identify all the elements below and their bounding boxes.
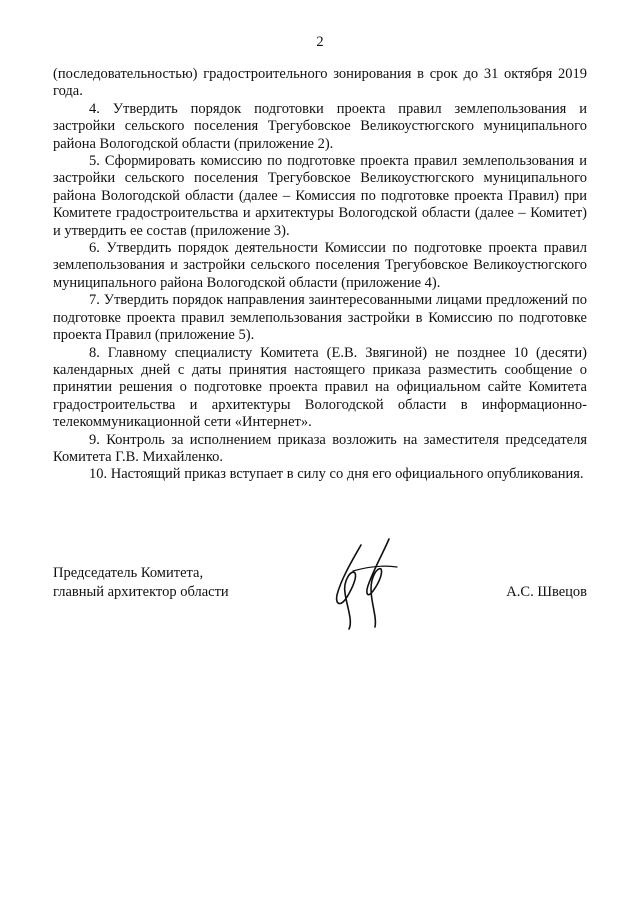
paragraph-item-7: 7. Утвердить порядок направления заинтересованными лицами предложений по подготовке проекта правил землепользования застройки в Комиссию по подготовке проекта Правил (приложение 5). — [53, 292, 587, 344]
paragraph-item-9: 9. Контроль за исполнением приказа возложить на заместителя председателя Комитета Г.В. Михайленко. — [53, 431, 587, 465]
signature-block — [53, 564, 587, 634]
paragraph-continuation: (последовательностью) градостроительного зонирования в срок до 31 октября 2019 года. — [53, 66, 587, 100]
paragraph-item-8: 8. Главному специалисту Комитета (Е.В. Звягиной) не позднее 10 (десяти) календарных дней с даты принятия настоящего приказа разместить сообщение о принятии решения о подготовке проекта правил на официальном сайте Комитета градостроительства и архитектуры Вологодской области в информационно-телекоммуникационной сети «Интернет». — [53, 344, 587, 431]
paragraph-item-6: 6. Утвердить порядок деятельности Комиссии по подготовке проекта правил землепользования и застройки сельского поселения Трегубовское Великоустюгского муниципального района Вологодской области (приложение 4). — [53, 240, 587, 291]
page-number: 2 — [316, 34, 324, 50]
signer-title-line-1: Председатель Комитета, — [53, 565, 204, 581]
handwritten-signature-icon — [323, 537, 413, 632]
document-body — [53, 66, 587, 484]
paragraph-item-4: 4. Утвердить порядок подготовки проекта правил землепользования и застройки сельского поселения Трегубовское Великоустюгского муниципального района Вологодской области (приложение 2). — [53, 100, 587, 152]
paragraph-item-5: 5. Сформировать комиссию по подготовке проекта правил землепользования и застройки сельского поселения Трегубовское Великоустюгского муниципального района Вологодской области (далее – Комиссия по подготовке проекта Правил) при Комитете градостроительства и архитектуры Вологодской области (далее – Комитет) и утвердить ее состав (приложение 3). — [53, 153, 587, 239]
signer-name: А.С. Швецов — [506, 584, 587, 600]
paragraph-item-10: 10. Настоящий приказ вступает в силу со дня его официального опубликования. — [89, 466, 584, 483]
signer-title — [53, 564, 229, 602]
signer-title-line-2: главный архитектор области — [53, 584, 229, 600]
